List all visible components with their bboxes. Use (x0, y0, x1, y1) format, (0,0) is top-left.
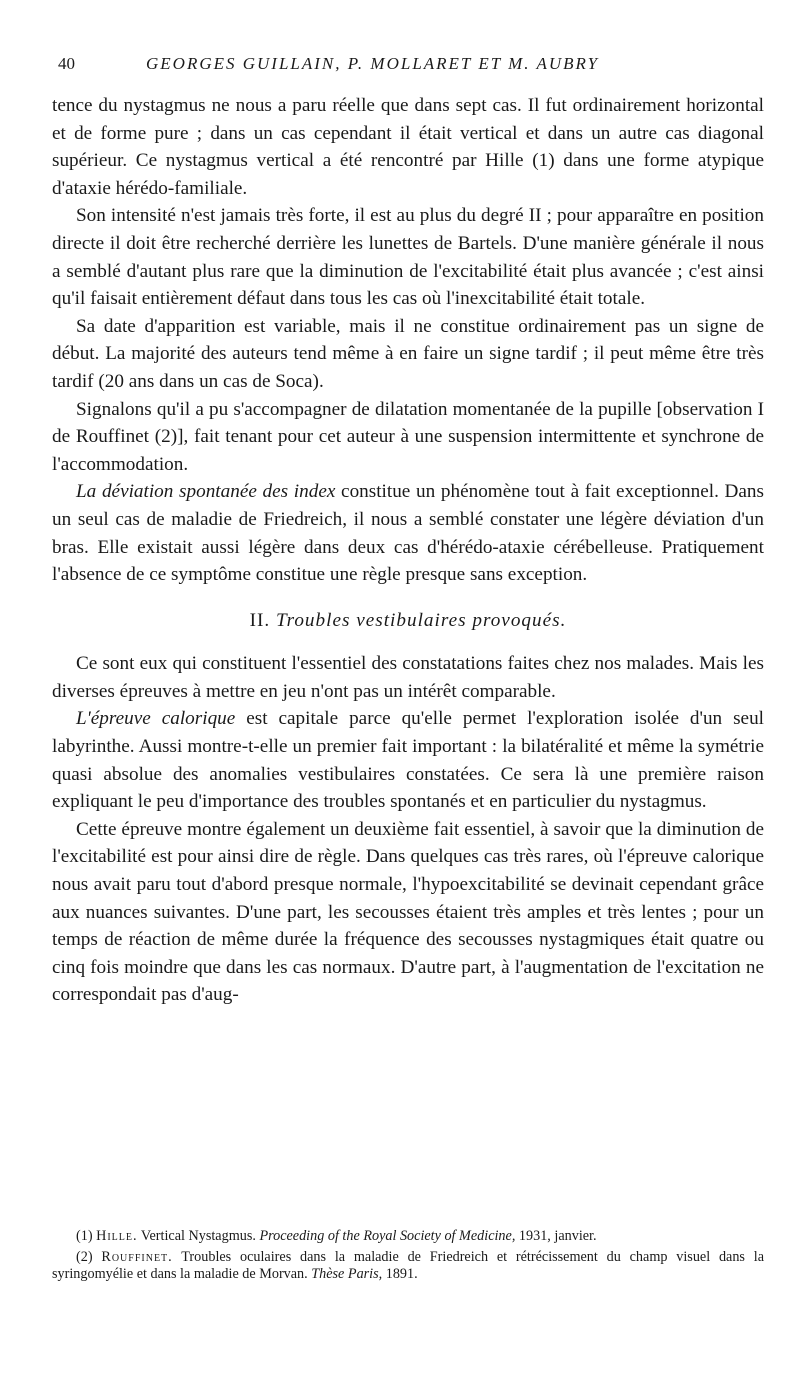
section-heading (52, 607, 764, 635)
footnote-2-text: Troubles oculaires dans la maladie de Friedreich et rétrécissement du champ visuel dans la syringomyélie et dans la maladie de Morvan. (52, 1248, 764, 1283)
footnote-2-source: Thèse Paris, (311, 1266, 383, 1283)
paragraph-5-text: constitue un phénomène tout à fait exceptionnel. Dans un seul cas de maladie de Friedreich, il nous a semblé constater une légère déviation d'un bras. Elle existait aussi légère dans deux cas d'hérédo-ataxie cérébelleuse. Pratiquement l'absence de ce symptôme constitue une règle presque sans exception. (52, 481, 764, 586)
page-header (58, 54, 758, 78)
paragraph-4: Signalons qu'il a pu s'accompagner de dilatation momentanée de la pupille [observation I de Rouffinet (2)], fait tenant pour cet auteur à une suspension intermittente et synchrone de l'accommodation. (52, 398, 764, 475)
footnote-2-marker: (2) (76, 1248, 93, 1265)
footnotes (52, 1228, 764, 1287)
paragraph-6: Ce sont eux qui constituent l'essentiel des constatations faites chez nos malades. Mais les diverses épreuves à mettre en jeu n'ont pas un intérêt comparable. (52, 653, 764, 702)
paragraph-1: tence du nystagmus ne nous a paru réelle que dans sept cas. Il fut ordinairement horizontal et de forme pure ; dans un cas cependant il était vertical et dans un autre cas diagonal supérieur. Ce nystagmus vertical a été rencontré par Hille (1) dans une forme atypique d'ataxie hérédo-familiale. (52, 95, 764, 199)
paragraph-7-text: est capitale parce qu'elle permet l'exploration isolée d'un seul labyrinthe. Aussi montre-t-elle un premier fait important : la bilatéralité et même la symétrie quasi absolue des anomalies vestibulaires constatées. Ce sera là une première raison expliquant le peu d'importance des troubles spontanés et en particulier du nystagmus. (52, 708, 764, 813)
paragraph-7-lead: L'épreuve calorique (76, 708, 236, 730)
footnote-1-text: Vertical Nystagmus. (137, 1228, 260, 1244)
running-title: GEORGES GUILLAIN, P. MOLLARET ET M. AUBRY (146, 54, 600, 73)
paragraph-7 (52, 705, 764, 815)
footnote-2-tail: 1891. (382, 1266, 418, 1283)
footnote-2 (52, 1249, 764, 1284)
paragraph-8: Cette épreuve montre également un deuxième fait essentiel, à savoir que la diminution de l'excitabilité est pour ainsi dire de règle. Dans quelques cas très rares, où l'épreuve calorique nous avait paru tout d'abord presque normale, l'hypoexcitabilité se devinait cependant grâce aux nuances suivantes. D'une part, les secousses étaient très amples et très lentes ; pour un temps de réaction de même durée la fréquence des secousses nystagmiques était quatre ou cinq fois moindre que dans les cas normaux. D'autre part, à l'augmentation de l'excitation ne correspondait pas d'aug- (52, 818, 764, 1006)
footnote-2-author: Rouffinet. (101, 1248, 173, 1265)
page-number: 40 (58, 54, 75, 73)
footnote-1-marker: (1) (76, 1228, 93, 1244)
footnote-1-tail: 1931, janvier. (515, 1228, 597, 1244)
footnote-1-source: Proceeding of the Royal Society of Medicine, (259, 1228, 516, 1244)
paragraph-5 (52, 478, 764, 588)
paragraph-3: Sa date d'apparition est variable, mais il ne constitue ordinairement pas un signe de début. La majorité des auteurs tend même à en faire un signe tardif ; il peut même être très tardif (20 ans dans un cas de Soca). (52, 315, 764, 392)
footnote-1-author: Hille. (96, 1228, 138, 1244)
footnote-1 (52, 1228, 764, 1246)
section-title: Troubles vestibulaires provoqués. (275, 609, 567, 631)
body-text (52, 92, 764, 1009)
paragraph-2: Son intensité n'est jamais très forte, il est au plus du degré II ; pour apparaître en position directe il doit être recherché derrière les lunettes de Bartels. D'une manière générale il nous a semblé d'autant plus rare que la diminution de l'excitabilité était plus avancée ; c'est ainsi qu'il faisait entièrement défaut dans tous les cas où l'inexcitabilité était totale. (52, 205, 764, 310)
section-number: II. (249, 609, 271, 631)
paragraph-5-lead: La déviation spontanée des index (76, 481, 336, 503)
